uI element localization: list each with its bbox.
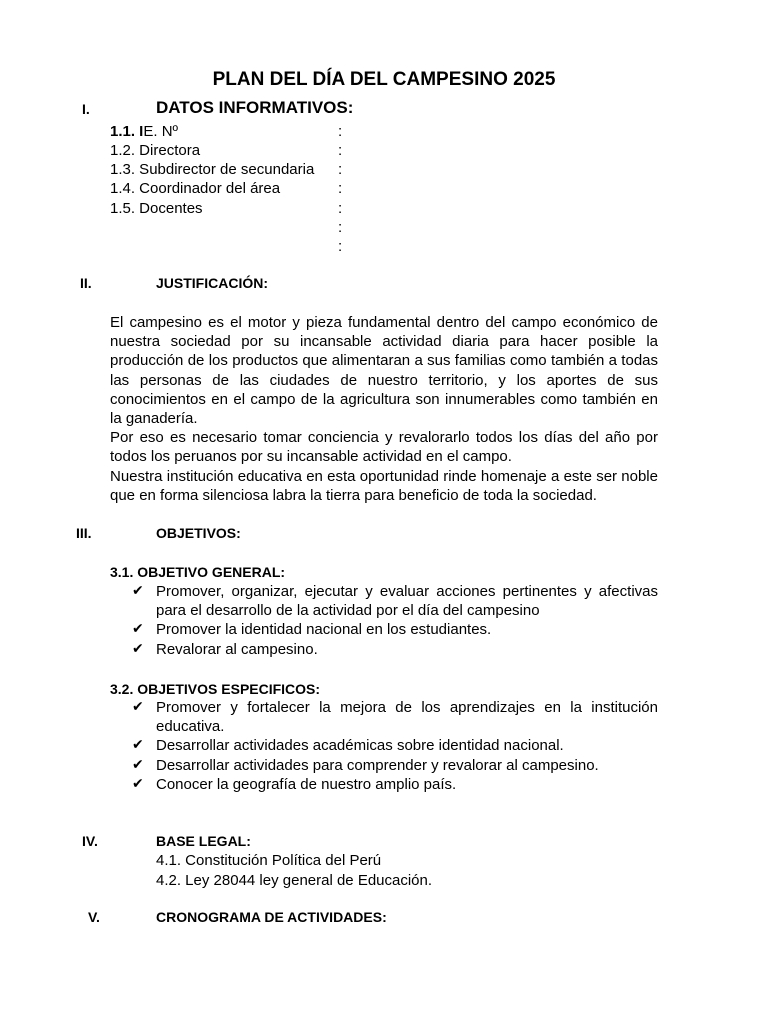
datos-number: 1.1. I xyxy=(110,123,144,140)
colon: : xyxy=(338,180,343,197)
paragraph: Nuestra institución educativa en esta oportunidad rinde homenaje a este ser noble que en forma silenciosa labra la tierra para beneficio de toda la sociedad. xyxy=(110,467,658,504)
checkmark-icon: ✔ xyxy=(132,699,144,715)
list-item: ✔ Revalorar al campesino. xyxy=(132,640,318,658)
section-5-title: CRONOGRAMA DE ACTIVIDADES: xyxy=(156,909,387,925)
justification-text xyxy=(110,313,658,505)
paragraph: Por eso es necesario tomar conciencia y revalorarlo todos los días del año por todos los peruanos por su incansable actividad en el campo. xyxy=(110,429,658,466)
checkmark-icon: ✔ xyxy=(132,756,144,773)
objetivo-general-title: 3.1. OBJETIVO GENERAL: xyxy=(110,564,286,580)
section-4-title: BASE LEGAL: xyxy=(156,833,251,849)
list-item: ✔ Promover la identidad nacional en los estudiantes. xyxy=(132,621,492,639)
section-2-number: II. xyxy=(80,275,92,291)
datos-label: 1.4. Coordinador del área xyxy=(110,180,281,197)
checkmark-icon: ✔ xyxy=(132,775,144,792)
section-3-title: OBJETIVOS: xyxy=(156,525,241,541)
checkmark-icon: ✔ xyxy=(132,640,144,657)
checkmark-icon: ✔ xyxy=(132,621,144,638)
datos-label: 1.5. Docentes xyxy=(110,200,203,217)
section-3-number: III. xyxy=(76,525,92,541)
datos-label: E. Nº xyxy=(143,123,179,140)
colon: : xyxy=(338,200,343,217)
page-title: PLAN DEL DÍA DEL CAMPESINO 2025 xyxy=(212,69,556,90)
checkmark-icon: ✔ xyxy=(132,737,144,754)
base-legal-item: 4.1. Constitución Política del Perú xyxy=(156,852,382,869)
list-item: ✔ Desarrollar actividades para comprender y revalorar al campesino. xyxy=(132,756,599,774)
colon: : xyxy=(338,142,343,159)
colon: : xyxy=(338,123,343,140)
list-item: ✔ Promover y fortalecer la mejora de los aprendizajes en la institución educativa. xyxy=(132,699,658,736)
objetivos-especificos-list xyxy=(132,698,658,794)
paragraph: El campesino es el motor y pieza fundamental dentro del campo económico de nuestra sociedad por su incansable actividad diaria para hacer posible la producción de los productos que alimentaran a sus familias como también a todas las personas de las ciudades de nuestro territorio, y los aportes de sus conocimientos en el campo de la agricultura son innumerables como también en la ganadería. xyxy=(110,314,658,428)
section-5-number: V. xyxy=(88,909,100,925)
list-item: ✔ Promover, organizar, ejecutar y evaluar acciones pertinentes y afectivas para el desarrollo de la actividad por el día del campesino xyxy=(132,583,658,620)
colon: : xyxy=(338,161,343,178)
colon: : xyxy=(338,238,343,255)
base-legal-item: 4.2. Ley 28044 ley general de Educación. xyxy=(156,872,433,889)
objetivos-especificos-title: 3.2. OBJETIVOS ESPECIFICOS: xyxy=(110,681,321,697)
objetivo-general-list xyxy=(132,582,658,659)
section-1-number: I. xyxy=(82,101,90,117)
list-item: ✔ Desarrollar actividades académicas sobre identidad nacional. xyxy=(132,737,564,755)
datos-label: 1.3. Subdirector de secundaria xyxy=(110,161,315,178)
section-2-title: JUSTIFICACIÓN: xyxy=(156,275,268,291)
colon: : xyxy=(338,219,343,236)
checkmark-icon: ✔ xyxy=(132,583,144,599)
datos-label: 1.2. Directora xyxy=(110,142,201,159)
list-item: ✔ Conocer la geografía de nuestro amplio país. xyxy=(132,775,457,793)
section-4-number: IV. xyxy=(82,833,98,849)
section-1-title: DATOS INFORMATIVOS: xyxy=(156,98,354,117)
